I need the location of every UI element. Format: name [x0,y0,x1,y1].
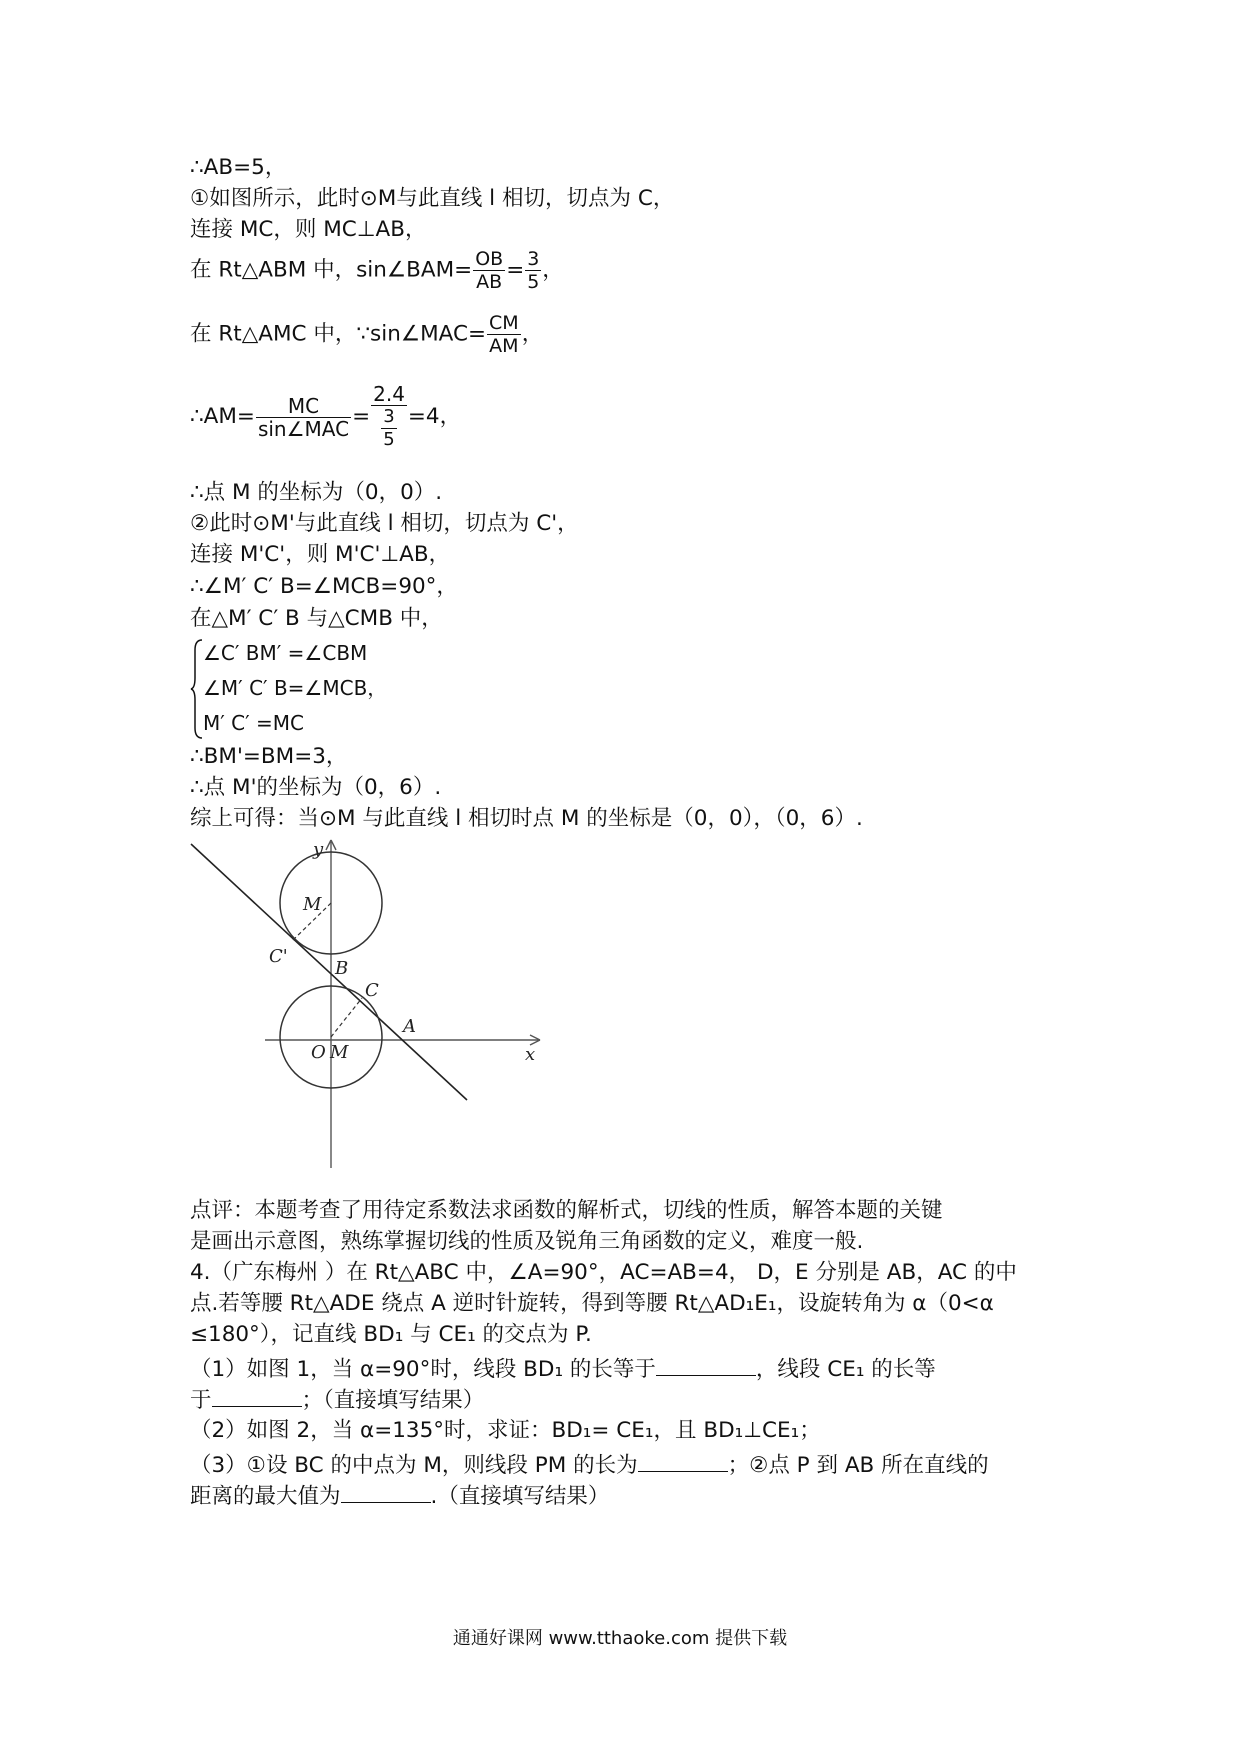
text-line: 在△M′ C′ B 与△CMB 中， [190,606,443,631]
footer-download-note: 通通好课网 www.tthaoke.com 提供下载 [452,1628,788,1649]
question-line: （3）①设 BC 的中点为 M，则线段 PM 的长为 ；②点 P 到 AB 所在直线的 [190,1449,989,1481]
label-o: O [311,1042,326,1063]
comment-line: 点评：本题考查了用待定系数法求函数的解析式，切线的性质，解答本题的关键 [190,1198,943,1223]
answer-blank[interactable] [212,1384,302,1407]
equation-line: 在 Rt△ABM 中，sin∠BAM= $\frac{OB}{AB}$ = $\frac{3}{5}$ ， [190,248,564,293]
fraction: $\frac{OB}{AB}$ [475,248,504,293]
text-line: ∴AB=5， [190,155,287,180]
fraction: $\frac{MC}{\text{sin∠MAC}}$ [257,393,350,441]
system-row: M′ C′ =MC [203,711,304,735]
label-x: x [525,1044,536,1065]
label-m-prime: M [303,894,322,915]
question-line: （1）如图 1，当 α=90°时，线段 BD₁ 的长等于 ，线段 CE₁ 的长等 [190,1353,936,1385]
label-a: A [403,1016,416,1037]
geometry-figure [185,832,545,1168]
comment-line: 是画出示意图，熟练掌握切线的性质及锐角三角函数的定义，难度一般. [190,1229,864,1254]
problem-line: ≤180°），记直线 BD₁ 与 CE₁ 的交点为 P. [190,1322,592,1347]
label-c-prime: C' [269,946,288,967]
question-line: （2）如图 2，当 α=135°时，求证：BD₁= CE₁，且 BD₁⊥CE₁； [190,1418,821,1443]
problem-line: 4.（广东梅州 ）在 Rt△ABC 中，∠A=90°，AC=AB=4， D，E 分别是 AB，AC 的中 [190,1260,1017,1285]
equation-line: ∴AM= $\frac{MC}{\text{sin∠MAC}}$ = $\frac{2.4}{\frac{3}{5}}$ =4， [190,382,462,450]
text-line: ①如图所示，此时⊙M与此直线 l 相切，切点为 C， [190,186,675,211]
text-line: ∴∠M′ C′ B=∠MCB=90°， [190,574,458,599]
fraction: $\frac{3}{5}$ [527,248,540,293]
label-m: M [330,1042,349,1063]
text-line: 连接 M'C'，则 M'C'⊥AB， [190,542,451,567]
label-b: B [335,958,349,979]
problem-line: 点.若等腰 Rt△ADE 绕点 A 逆时针旋转，得到等腰 Rt△AD₁E₁，设旋转角为 α（0<α [190,1291,994,1316]
answer-blank[interactable] [638,1449,728,1472]
text-line: ∴点 M 的坐标为（0，0）. [190,480,443,505]
question-line: 于 ；（直接填写结果） [190,1384,484,1416]
text-line: ②此时⊙M'与此直线 l 相切，切点为 C'， [190,511,579,536]
answer-blank[interactable] [341,1480,431,1503]
text-line: ∴点 M'的坐标为（0，6）. [190,775,442,800]
text-line: 连接 MC，则 MC⊥AB， [190,217,427,242]
equation-line: 在 Rt△AMC 中，∵sin∠MAC= $\frac{CM}{AM}$ ， [190,312,544,357]
label-y: y [313,839,324,860]
fraction: $\frac{CM}{AM}$ [489,312,519,357]
fraction: $\frac{3}{5}$ [383,406,395,450]
text-line: 综上可得：当⊙M 与此直线 l 相切时点 M 的坐标是（0，0），（0，6）. [190,806,863,831]
radius-mc [331,998,362,1037]
answer-blank[interactable] [656,1353,756,1376]
system-row: ∠M′ C′ B=∠MCB， [203,676,388,700]
system-row: ∠C′ BM′ =∠CBM [203,641,368,665]
fraction: $\frac{2.4}{\frac{3}{5}}$ [373,382,405,450]
label-c: C [365,980,379,1001]
question-line: 距离的最大值为 .（直接填写结果） [190,1480,609,1512]
system-brace [190,638,204,740]
text-line: ∴BM'=BM=3， [190,744,348,769]
tangent-line-l [191,844,467,1100]
